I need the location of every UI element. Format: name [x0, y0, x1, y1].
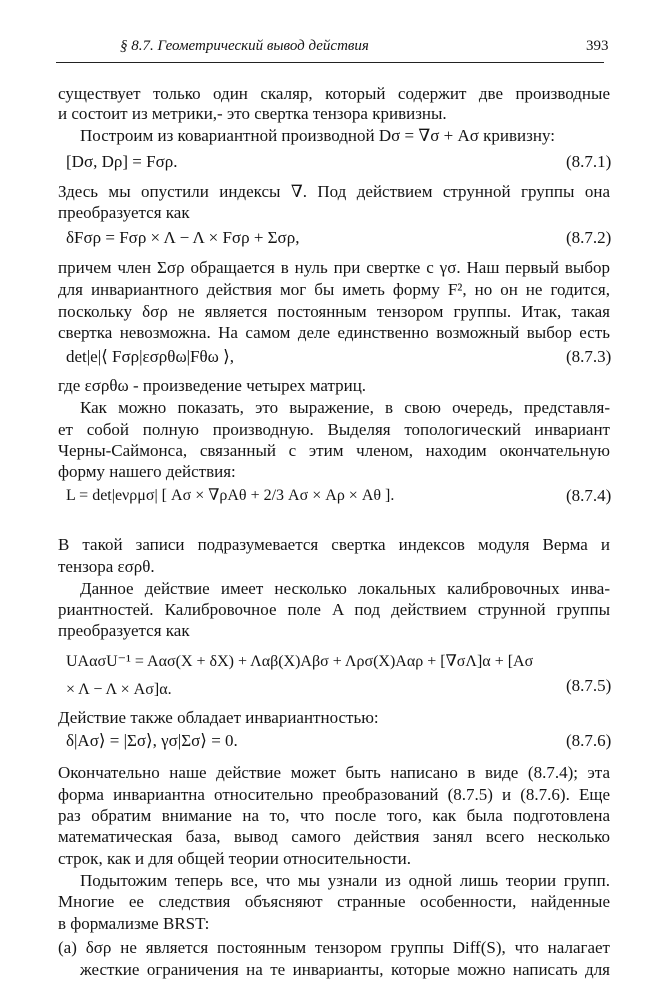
text-line: причем член Σσρ обращается в нуль при свертке с γσ. Наш первый выбор — [58, 258, 610, 277]
text-line: преобразуется как — [58, 621, 190, 640]
text-line: риантностей. Калибровочное поле A под действием струнной группы — [58, 600, 610, 619]
text-line: Данное действие имеет несколько локальных калибровочных инва- — [80, 579, 610, 598]
equation: L = det|eνρμσ| [ Aσ × ∇ρAθ + 2/3 Aσ × Aρ × Aθ ]. — [66, 487, 395, 504]
running-header: § 8.7. Геометрический вывод действия — [120, 38, 369, 54]
text-line: Многие ее следствия объясняют странные особенности, найденные — [58, 892, 610, 911]
equation-number: (8.7.2) — [566, 228, 612, 247]
text-line: (a) δσρ не является постоянным тензором группы Diff(S), что налагает — [58, 938, 610, 957]
equation: δ|Aσ⟩ = |Σσ⟩, γσ|Σσ⟩ = 0. — [66, 731, 238, 750]
text-line: В такой записи подразумевается свертка индексов модуля Верма и — [58, 535, 610, 554]
text-line: в формализме BRST: — [58, 914, 210, 933]
text-line: Окончательно наше действие может быть написано в виде (8.7.4); эта — [58, 763, 610, 782]
equation-number: (8.7.6) — [566, 731, 612, 750]
text-line: поскольку δσρ не является постоянным тензором группы. Итак, такая — [58, 302, 610, 321]
text-line: Здесь мы опустили индексы ∇. Под действием струнной группы она — [58, 182, 610, 201]
text-line: Черны-Саймонса, связанный с этим членом, находим окончательную — [58, 441, 610, 460]
text-line: Действие также обладает инвариантностью: — [58, 708, 379, 727]
text-line: для инвариантного действия мог бы иметь форму F², но он не годится, — [58, 280, 610, 299]
text-line: тензора εσρθ. — [58, 557, 155, 576]
text-line: Построим из ковариантной производной Dσ = ∇σ + Aσ кривизну: — [80, 126, 555, 145]
text-line: преобразуется как — [58, 203, 190, 222]
equation: UAασU⁻¹ = Aασ(X + δX) + Λαβ(X)Aβσ + Λρσ(X)Aαρ + [∇σΛ]α + [Aσ × Λ − Λ × Aσ]α. — [66, 653, 534, 698]
text-line: форма инвариантна относительно преобразований (8.7.5) и (8.7.6). Еще — [58, 785, 610, 804]
text-line: Подытожим теперь все, что мы узнали из одной лишь теории групп. — [80, 871, 610, 890]
text-line: существует только один скаляр, который содержит две производные — [58, 84, 610, 103]
equation: det|e|⟨ Fσρ|εσρθω|Fθω ⟩, — [66, 347, 234, 366]
equation-number: (8.7.5) — [566, 676, 612, 695]
text-line: где εσρθω - произведение четырех матриц. — [58, 376, 367, 395]
equation-number: (8.7.1) — [566, 152, 612, 171]
text-line: математическая база, вывод самого действия занял всего несколько — [58, 827, 610, 846]
text-line: свертка невозможна. На самом деле единственно возможный выбор есть — [58, 323, 610, 342]
equation: δFσρ = Fσρ × Λ − Λ × Fσρ + Σσρ, — [66, 228, 300, 247]
text-line: и состоит из метрики,- это свертка тензора кривизны. — [58, 104, 447, 123]
page-number: 393 — [586, 38, 609, 54]
equation-number: (8.7.4) — [566, 486, 612, 505]
header-rule — [56, 62, 604, 63]
text-line: ет собой полную производную. Выделяя топологический инвариант — [58, 420, 610, 439]
text-line: жесткие ограничения на те инварианты, которые можно написать для — [80, 960, 610, 979]
text-line: раз обратим внимание на то, что после того, как была подготовлена — [58, 806, 610, 825]
text-line: строк, как и для общей теории относительности. — [58, 849, 412, 868]
equation-number: (8.7.3) — [566, 347, 612, 366]
text-line: Как можно показать, это выражение, в свою очередь, представля- — [80, 398, 610, 417]
equation: [Dσ, Dρ] = Fσρ. — [66, 152, 178, 171]
text-line: форму нашего действия: — [58, 462, 236, 481]
